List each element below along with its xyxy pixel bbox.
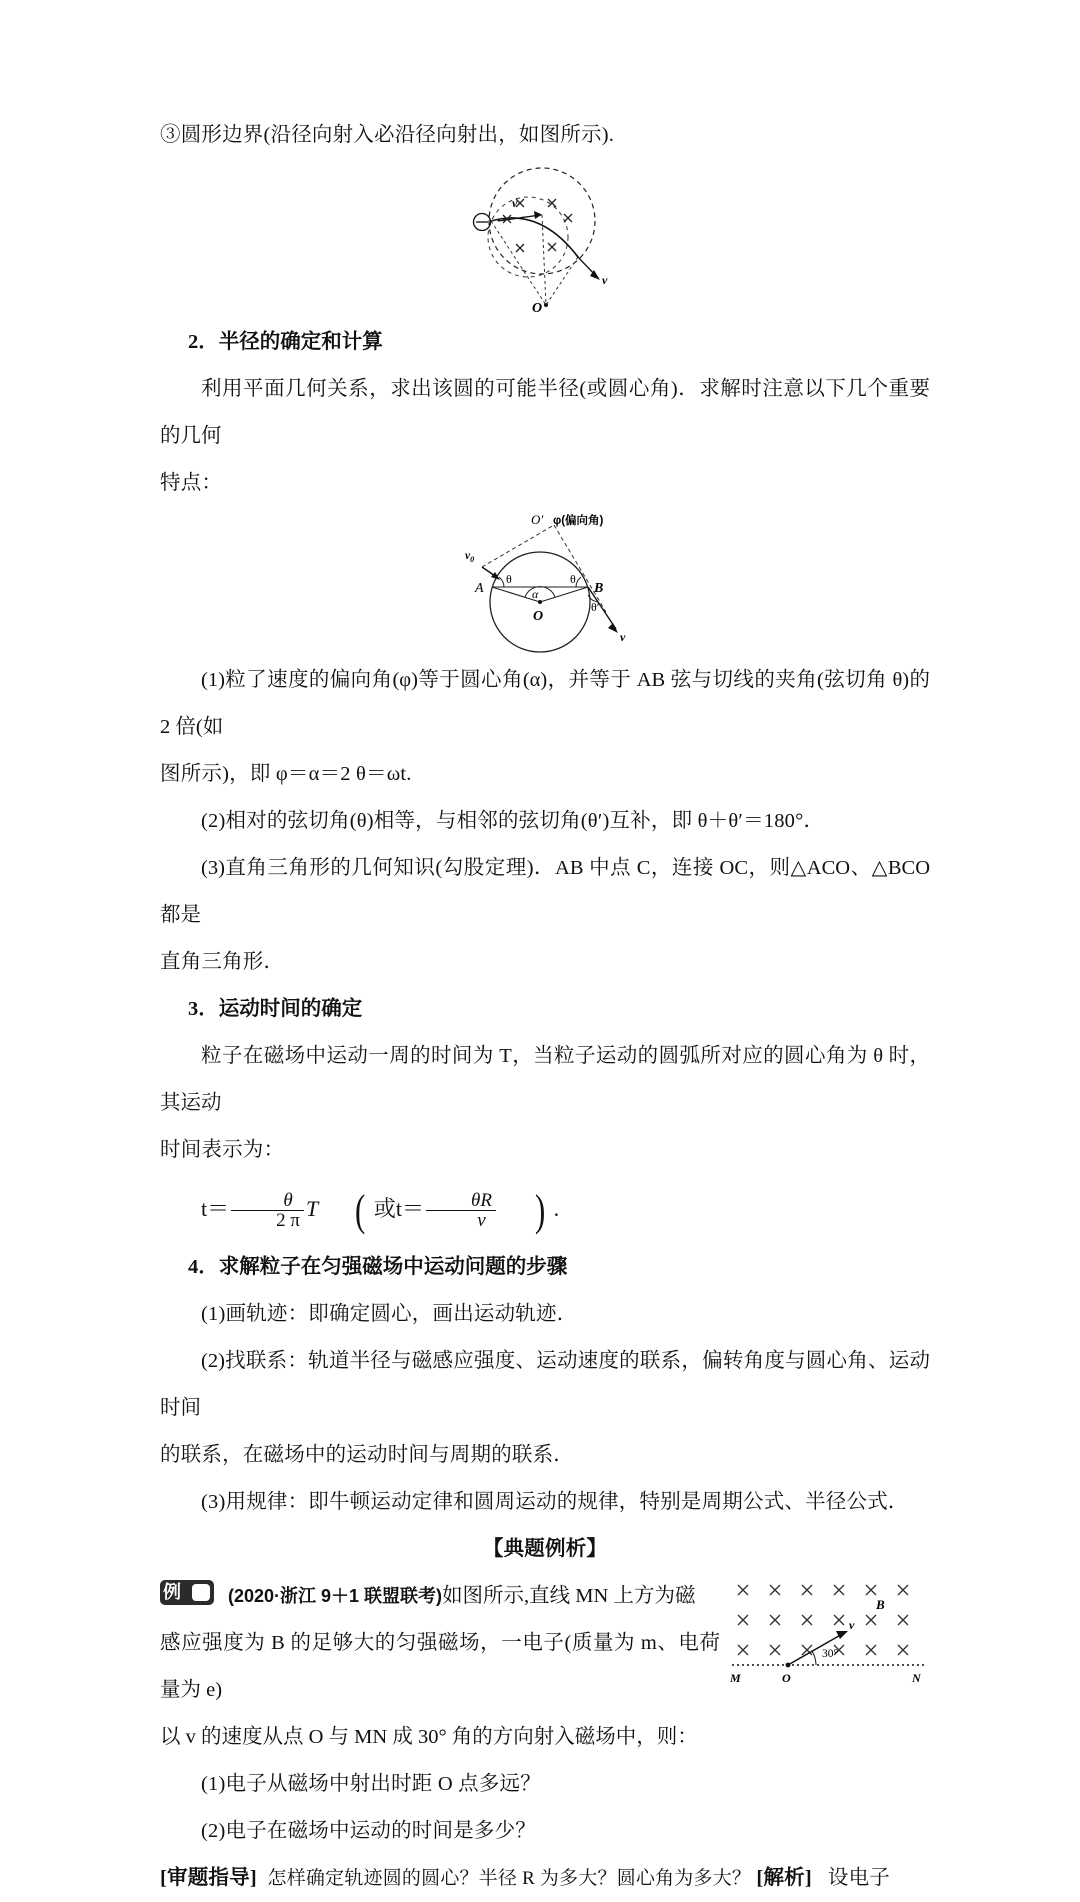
analysis-text: 设电子 [827,1867,890,1889]
example-badge-label: 例 [163,1582,181,1602]
formula-tail: . [553,1196,560,1221]
paragraph-radius-line1: 利用平面几何关系，求出该圆的可能半径(或圆心角)．求解时注意以下几个重要的几何 [160,378,930,447]
label-v-out: v [620,630,626,644]
heading-motion-time: 3．运动时间的确定 [188,998,363,1020]
step-2-line1: (2)找联系：轨道半径与磁感应强度、运动速度的联系，偏转角度与圆心角、运动时间 [160,1350,930,1419]
example-question-1: (1)电子从磁场中射出时距 O 点多远？ [201,1773,541,1795]
entry-velocity-arrowhead [534,211,542,219]
center-point-dot [544,303,548,307]
example-body-line2: 感应强度为 B 的足够大的匀强磁场，一电子(质量为 m、电荷量为 e) [160,1632,720,1701]
guide-label: [审题指导] [160,1867,257,1889]
exemplar-section-heading: 【典题例析】 [482,1538,608,1560]
example-field-label: B [876,1597,885,1612]
formula-open-paren: ( [355,1186,366,1236]
figure-circular-boundary-wrapper [160,159,930,319]
item-circular-boundary: ③圆形边界(沿径向射入必沿径向射出，如图所示). [160,124,615,146]
entry-velocity-label: v [512,196,518,210]
example-body-line3: 以 v 的速度从点 O 与 MN 成 30° 角的方向射入磁场中，则： [160,1726,698,1748]
theta-right-arc [576,577,581,587]
exit-velocity-label: v [602,273,608,287]
label-point-o: O [782,1671,791,1685]
example-question-2: (2)电子在磁场中运动的时间是多少？ [201,1820,537,1842]
example-angle-label: 30° [822,1648,839,1660]
radius-line-mid [542,215,546,305]
formula-denominator-1: 2 π [231,1210,304,1231]
theta-left-arc [499,577,504,587]
formula-close-paren: ) [535,1186,546,1236]
example-body-line1: 如图所示,直线 MN 上方为磁 [442,1585,696,1607]
label-theta-left: θ [506,572,512,586]
label-center-o: O [533,609,544,624]
example-problem-block [160,1573,930,1761]
example-badge-box [192,1584,210,1601]
label-o-prime: O′ [531,512,544,527]
figure-chord-geometry-wrapper [160,507,930,657]
point-3-line2: 直角三角形． [160,951,285,973]
example-velocity-arrowhead [836,1631,848,1639]
label-point-m: M [730,1671,741,1685]
label-theta-prime: θ′ [591,600,600,614]
example-source: (2020·浙江 9＋1 联盟联考) [228,1586,443,1606]
chord-angle-geometry-figure [420,507,670,657]
paragraph-time-line2: 时间表示为： [160,1139,285,1161]
formula-period-symbol: T [305,1196,319,1221]
radius-line-entry [491,221,546,305]
formula-fraction-1 [231,1191,304,1232]
tangent-line-right [554,525,606,612]
formula-inner-prefix: 或t＝ [373,1196,424,1221]
formula-numerator-2: θR [471,1189,492,1211]
point-1-line2: 图所示)，即 φ＝α＝2 θ＝ωt. [160,763,412,785]
center-label: O [532,301,543,316]
step-3: (3)用规律：即牛顿运动定律和圆周运动的规律，特别是周期公式、半径公式． [201,1491,909,1513]
radius-line-exit [546,257,578,305]
formula-fraction-2 [426,1191,496,1232]
particle-trajectory-arc [491,218,578,257]
guide-text: 怎样确定轨迹圆的圆心？半径 R 为多大？圆心角为多大？ [267,1868,752,1889]
example-guidance-row [160,1855,930,1902]
label-point-b: B [594,581,604,596]
label-point-a: A [475,581,484,596]
angle-arc-30 [812,1651,816,1665]
label-theta-right: θ [570,572,576,586]
example-velocity-label: v [849,1618,855,1632]
formula-lhs: t＝ [201,1196,230,1221]
label-v0: $v_0$ [465,550,475,564]
outgoing-velocity-arrowhead [608,623,618,633]
point-1-line1: (1)粒了速度的偏向角(φ)等于圆心角(α)，并等于 AB 弦与切线的夹角(弦切角 θ)的 2 倍(如 [160,669,930,738]
mn-field-region-figure [730,1577,930,1685]
formula-numerator-1: θ [283,1189,293,1211]
example-badge [160,1580,214,1605]
alpha-arc [525,587,555,597]
trajectory-construction-circle [488,197,568,277]
point-2: (2)相对的弦切角(θ)相等，与相邻的弦切角(θ′)互补，即 θ＋θ′＝180°． [201,810,825,832]
label-alpha: α [532,587,539,601]
figure-example-wrapper [730,1577,930,1687]
label-point-n: N [912,1671,921,1685]
paragraph-time-line1: 粒子在磁场中运动一周的时间为 T，当粒子运动的圆弧所对应的圆心角为 θ 时，其运动 [160,1045,930,1114]
heading-radius-determination: 2．半径的确定和计算 [188,331,383,353]
heading-solution-steps: 4．求解粒子在匀强磁场中运动问题的步骤 [188,1256,568,1278]
label-deflection-angle: φ(偏向角) [553,515,604,527]
tangent-line-left [482,525,554,567]
circle-center-dot [538,600,542,604]
page-content [160,112,930,1902]
time-formula [160,1174,930,1244]
point-3-line1: (3)直角三角形的几何知识(勾股定理)．AB 中点 C，连接 OC，则△ACO、△BCO 都是 [160,857,930,926]
analysis-label: [解析] [756,1867,812,1889]
radius-ob [540,587,588,602]
step-2-line2: 的联系，在磁场中的运动时间与周期的联系． [160,1444,574,1466]
step-1: (1)画轨迹：即确定圆心，画出运动轨迹． [201,1303,578,1325]
formula-denominator-2: v [426,1210,496,1231]
circular-boundary-trajectory-figure [450,159,640,319]
paragraph-radius-line2: 特点： [160,472,223,494]
